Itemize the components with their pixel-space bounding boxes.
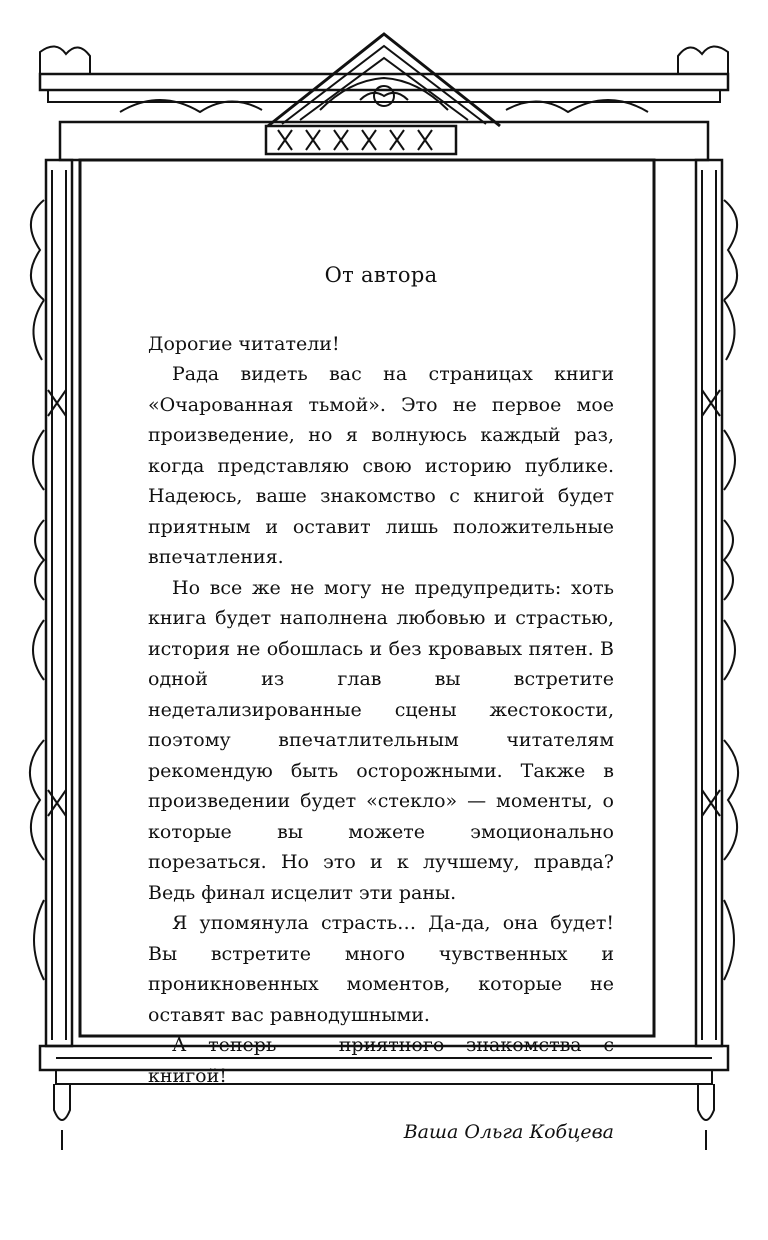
paragraph-1: Рада видеть вас на страницах книги «Очарованная тьмой». Это не первое мое произведение, но я волнуюсь каждый раз, когда представляю свою историю публике. Надеюсь, ваше знакомство с книгой будет приятным и оставит лишь положительные впечатления. xyxy=(148,363,614,568)
signature: Ваша Ольга Кобцева xyxy=(403,1121,614,1143)
paragraph-3: Я упомянула страсть… Да-да, она будет! Вы встретите много чувственных и проникновенных моментов, которые не оставят вас равнодушными. xyxy=(148,912,614,1026)
paragraph-4: А теперь — приятного знакомства с книгой! xyxy=(148,1034,614,1087)
paragraph-2: Но все же не могу не предупредить: хоть книга будет наполнена любовью и страстью, история не обошлась и без кровавых пятен. В одной из глав вы встретите недетализированные сцены жестокости, поэтому впечатлительным читателям рекомендую быть осторожными. Также в произведении будет «стекло» — моменты, о которые вы можете эмоционально порезаться. Но это и к лучшему, правда? Ведь финал исцелит эти раны. xyxy=(148,576,614,904)
author-foreword xyxy=(148,260,614,1148)
greeting: Дорогие читатели! xyxy=(148,332,340,355)
page-title: От автора xyxy=(324,263,438,287)
